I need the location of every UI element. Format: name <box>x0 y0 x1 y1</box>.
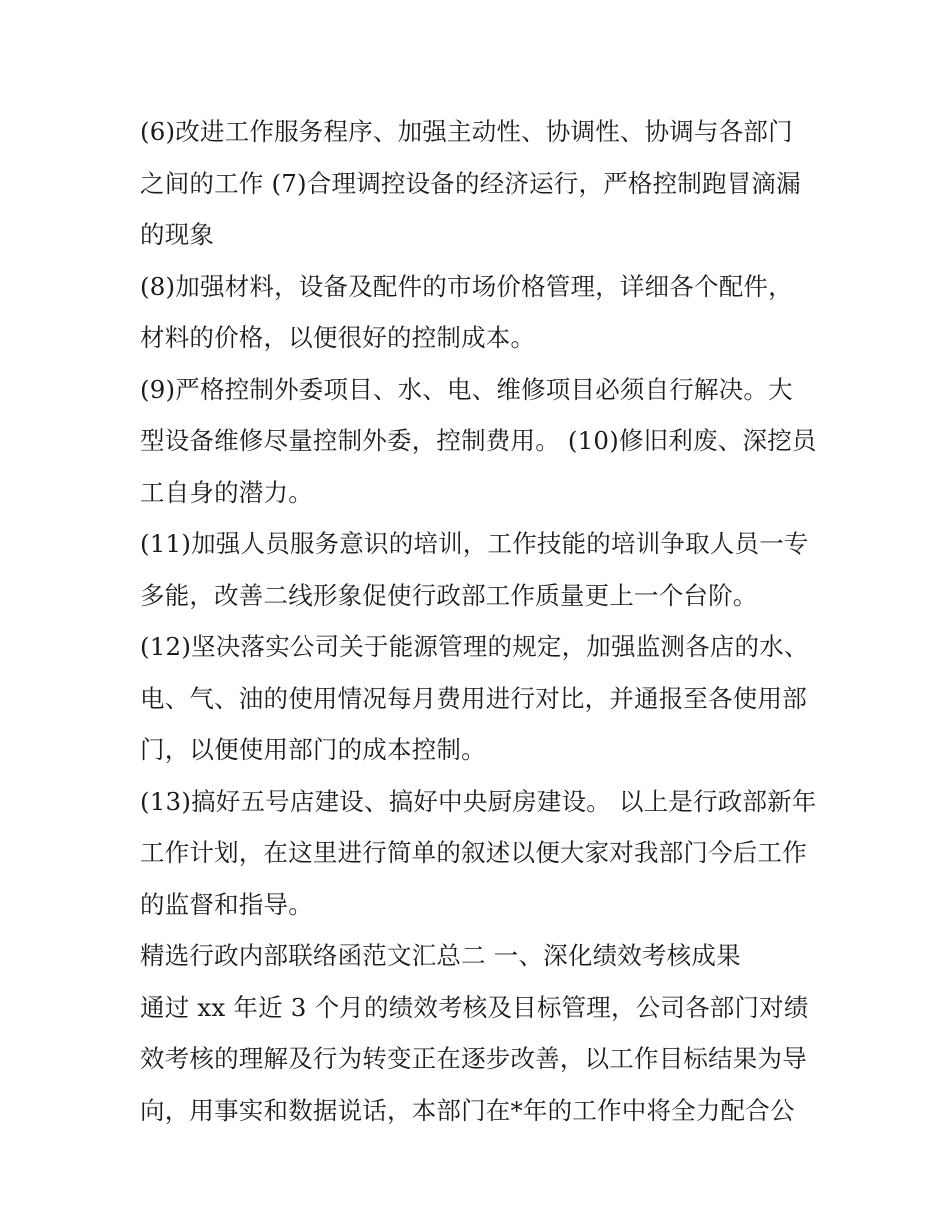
section-heading-line: 精选行政内部联络函范文汇总二 一、深化绩效考核成果 <box>140 941 741 970</box>
text-line: 工作计划，在这里进行简单的叙述以便大家对我部门今后工作 <box>140 838 807 867</box>
text-line: 多能，改善二线形象促使行政部工作质量更上一个台阶。 <box>140 580 758 610</box>
text-line: 通过 xx 年近 3 个月的绩效考核及目标管理，公司各部门对绩 <box>140 992 809 1022</box>
text-line: 材料的价格，以便很好的控制成本。 <box>140 323 536 352</box>
text-line: 之间的工作 (7)合理调控设备的经济运行，严格控制跑冒滴漏 <box>140 168 801 198</box>
text-line: (8)加强材料，设备及配件的市场价格管理，详细各个配件， <box>140 271 793 301</box>
text-line: 门，以便使用部门的成本控制。 <box>140 735 486 764</box>
text-line: (9)严格控制外委项目、水、电、维修项目必须自行解决。大 <box>140 374 793 404</box>
document-body <box>140 106 830 1136</box>
text-line: 型设备维修尽量控制外委，控制费用。 (10)修旧利废、深挖员 <box>140 426 817 455</box>
text-line: (13)搞好五号店建设、搞好中央厨房建设。 以上是行政部新年 <box>140 786 817 816</box>
text-line: 向，用事实和数据说话，本部门在*年的工作中将全力配合公 <box>140 1095 795 1125</box>
text-line: 电、气、油的使用情况每月费用进行对比，并通报至各使用部 <box>140 683 807 713</box>
text-line: 的现象 <box>140 220 215 249</box>
text-line: (11)加强人员服务意识的培训，工作技能的培训争取人员一专 <box>140 529 809 558</box>
text-line: (6)改进工作服务程序、加强主动性、协调性、协调与各部门 <box>140 117 793 146</box>
text-line: (12)坚决落实公司关于能源管理的规定，加强监测各店的水、 <box>140 632 809 661</box>
text-line: 工自身的潜力。 <box>140 477 313 507</box>
text-line: 的监督和指导。 <box>140 889 313 919</box>
text-line: 效考核的理解及行为转变正在逐步改善，以工作目标结果为导 <box>140 1044 807 1073</box>
